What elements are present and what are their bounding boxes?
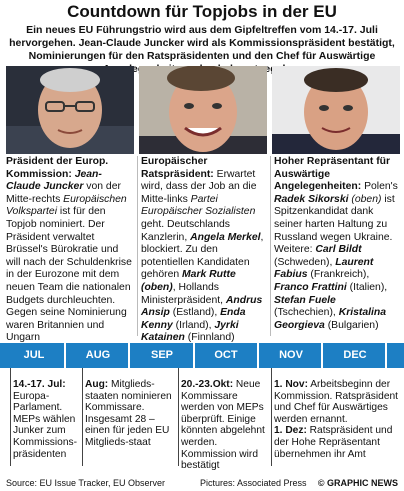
column-divider — [137, 156, 138, 336]
candidate-name: Jyrki Katainen — [141, 319, 239, 344]
party-name: Partei Europäischer Sozialisten — [141, 193, 256, 218]
pictures-credit: Pictures: Associated Press — [200, 478, 307, 488]
event-connector — [271, 368, 272, 466]
month-nov: NOV — [279, 349, 303, 361]
party-name: Europäischen Volkspartei — [6, 193, 127, 218]
page-subtitle: Ein neues EU Führungstrio wird aus dem Gipfeltreffen vom 14.-17. Juli hervorgehen. Jean-Claude Juncker wird als Kommissionspräsident bestätigt, Nominierungen für den Ratspräsidenten und den Chef für Auswärtige Angelegenheit — [9, 24, 395, 75]
juncker-photo — [6, 66, 134, 154]
candidate-name: Andrus Ansip — [141, 294, 263, 319]
candidate-name: Carl Bildt — [315, 244, 362, 256]
rutte-photo — [139, 66, 267, 154]
timeline-tick — [257, 343, 259, 371]
candidate-name: Mark Rutte (oben) — [141, 269, 236, 293]
month-dec: DEC — [343, 349, 367, 361]
month-oct: OCT — [214, 349, 238, 361]
column-heading: Europäischer Ratspräsident: — [141, 156, 214, 180]
event-connector — [82, 368, 83, 466]
sikorski-photo — [272, 66, 400, 154]
timeline-tick — [321, 343, 323, 371]
month-sep: SEP — [150, 349, 173, 361]
month-aug: AUG — [85, 349, 111, 361]
graphic-news-credit: © GRAPHIC NEWS — [317, 478, 398, 488]
source-note: Source: EU Issue Tracker, EU Observer — [6, 478, 166, 488]
event-oct: 20.-23.Okt: Neue Kommissare werden von MEPs überprüft. Einige könnten abgelehnt werden. Kommission wird bestätigt — [181, 379, 265, 472]
candidate-name: Stefan Fuele — [274, 294, 336, 306]
candidate-name: Angela Merkel — [190, 231, 261, 243]
event-aug: Aug: Mitglieds-staaten nominieren Kommissare. Insgesamt 28 – einen für jeden EU Mitglieds-staat — [85, 379, 172, 448]
timeline-tick — [64, 343, 66, 371]
month-jul: JUL — [23, 349, 45, 361]
timeline-tick — [193, 343, 195, 371]
footer — [0, 476, 404, 491]
column-divider — [270, 156, 271, 336]
page-title: Countdown für Topjobs in der EU — [67, 2, 337, 21]
column-foreign-affairs: Hoher Repräsentant für Auswärtige Angelegenheiten: Polen's Radek Sikorski (oben) ist Spitzenkandidat dank seiner harten Haltung zu Russland wegen Ukraine. Weitere: Carl Bildt (Schweden), Laurent Fabius (Frankreich), Franco Frattini (Italien), Stefan Fuele (Tschechien), Kristalina Georgieva (Bulgarien) — [274, 156, 398, 331]
column-council-president: Europäischer Ratspräsident: Erwartet wird, dass der Job an die Mitte-links Partei Europäischer Sozialisten geht. Deutschlands Kanzlerin, Angela Merkel, blockiert. Zu den potentiellen Kandidaten gehören Mark Rutte (oben), Hollands Ministerpräsident, Andrus Ansip (Estland), Enda Kenny (Irland), Jyrki Katainen (Finnland) — [141, 156, 264, 344]
candidate-name: Jean-Claude Juncker — [6, 168, 102, 193]
event-connector — [10, 368, 11, 466]
column-heading: Präsident der Europ. Kommission: — [6, 156, 109, 180]
candidate-name: Radek Sikorski — [274, 193, 349, 205]
candidate-name: Laurent Fabius — [274, 256, 374, 281]
event-connector — [178, 368, 179, 466]
timeline-tick — [385, 343, 387, 371]
column-heading: Hoher Repräsentant für Auswärtige Angelegenheiten: — [274, 156, 391, 193]
event-nov-dec: 1. Nov: Arbeitsbeginn der Kommission. Ratspräsident und Chef für Auswärtiges werden ernannt. 1. Dez: Ratspräsident und der Hohe Repräsentant übernehmen ihr Amt — [274, 379, 398, 460]
candidate-name: Enda Kenny — [141, 307, 246, 331]
candidate-name: Kristalina Georgieva — [274, 307, 387, 331]
candidate-name: Franco Frattini — [274, 281, 347, 293]
event-jul: 14.-17. Jul: Europa-Parlament. MEPs wählen Junker zum Kommissions-präsidenten — [13, 379, 77, 460]
column-juncker: Präsident der Europ. Kommission: Jean-Claude Juncker von der Mitte-rechts Europäischen Volkspartei ist für den Topjob nominiert. Der Präsident verwaltet Brüssel's Bürokratie und will nach der Schuldenkrise in der Eurozone mit dem neuen Team die nationalen Budgets durchleuchten. Gegen seine Nominierung waren Britannien und Ungarn — [6, 156, 132, 344]
timeline-tick — [128, 343, 130, 371]
